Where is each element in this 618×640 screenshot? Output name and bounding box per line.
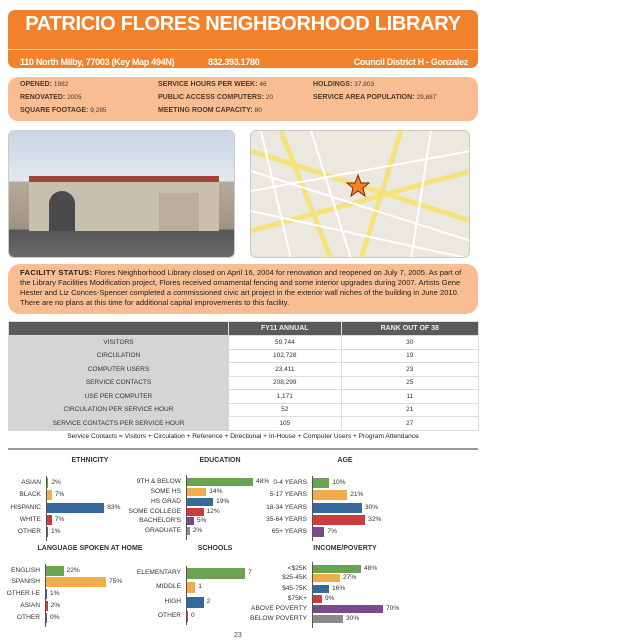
category-label: $25-45K bbox=[282, 574, 307, 581]
category-label: $45-75K bbox=[282, 585, 307, 592]
metric-name: USE PER COMPUTER bbox=[9, 390, 229, 404]
info-item bbox=[158, 81, 267, 88]
category-label: 9TH & BELOW bbox=[136, 478, 181, 485]
metric-name: CIRCULATION PER SERVICE HOUR bbox=[9, 403, 229, 417]
metric-name: COMPUTER USERS bbox=[9, 363, 229, 377]
category-label: SOME COLLEGE bbox=[128, 508, 181, 515]
value-label: 5% bbox=[196, 517, 207, 524]
bar bbox=[47, 515, 52, 525]
bar bbox=[313, 595, 322, 603]
bar bbox=[46, 566, 64, 576]
rank-value: 30 bbox=[341, 336, 478, 350]
category-label: HISPANIC bbox=[10, 504, 41, 511]
facility-info bbox=[8, 77, 478, 121]
category-label: <$25K bbox=[287, 565, 307, 572]
table-row bbox=[9, 336, 479, 350]
bar bbox=[46, 589, 47, 599]
value-label: 7% bbox=[327, 528, 337, 535]
bar bbox=[187, 582, 195, 593]
divider bbox=[8, 49, 478, 50]
category-label: ASIAN bbox=[21, 479, 41, 486]
category-label: HS GRAD bbox=[150, 498, 181, 505]
rank-value: 11 bbox=[341, 390, 478, 404]
category-label: HIGH bbox=[164, 598, 181, 605]
chart-title: INCOME/POVERTY bbox=[313, 545, 377, 552]
info-label: SQUARE FOOTAGE: bbox=[20, 107, 89, 114]
bar bbox=[313, 527, 324, 537]
value-label: 7% bbox=[54, 516, 65, 523]
column-header: FY11 ANNUAL bbox=[229, 322, 342, 336]
stats-table bbox=[8, 321, 479, 431]
value-label: 48% bbox=[256, 478, 270, 485]
value-label: 22% bbox=[66, 567, 80, 574]
value-label: 2% bbox=[50, 602, 61, 609]
bar bbox=[187, 488, 206, 496]
category-label: ENGLISH bbox=[11, 567, 40, 574]
annual-value: 105 bbox=[229, 417, 342, 431]
value-label: 70% bbox=[386, 605, 400, 612]
annual-value: 59,744 bbox=[229, 336, 342, 350]
chart-title: SCHOOLS bbox=[197, 545, 233, 552]
info-value: 1982 bbox=[53, 81, 69, 88]
metric-name: SERVICE CONTACTS bbox=[9, 376, 229, 390]
category-label: 0-4 YEARS bbox=[273, 479, 307, 486]
category-label: BLACK bbox=[19, 491, 41, 498]
info-label: MEETING ROOM CAPACITY: bbox=[158, 107, 253, 114]
category-label: 5-17 YEARS bbox=[269, 491, 307, 498]
divider bbox=[8, 448, 478, 450]
value-label: 83% bbox=[107, 504, 121, 511]
value-label: 30% bbox=[364, 504, 379, 511]
category-label: MIDDLE bbox=[156, 583, 181, 590]
value-label: 10% bbox=[332, 479, 346, 486]
value-label: 32% bbox=[368, 516, 382, 523]
bar bbox=[313, 515, 365, 525]
value-label: 19% bbox=[216, 498, 230, 505]
value-label: 9% bbox=[325, 595, 335, 602]
value-label: 14% bbox=[209, 488, 223, 495]
metric-name: CIRCULATION bbox=[9, 349, 229, 363]
chart-title: AGE bbox=[337, 457, 353, 464]
bar bbox=[313, 574, 340, 582]
rank-value: 27 bbox=[341, 417, 478, 431]
value-label: 0 bbox=[191, 612, 195, 619]
info-value: 29,887 bbox=[416, 94, 437, 101]
bar bbox=[187, 508, 204, 516]
library-photo bbox=[8, 130, 235, 258]
info-item bbox=[20, 94, 82, 101]
info-item bbox=[313, 81, 374, 88]
category-label: BELOW POVERTY bbox=[249, 615, 307, 622]
value-label: 2% bbox=[51, 479, 61, 486]
table-row bbox=[9, 376, 479, 390]
annual-value: 208,299 bbox=[229, 376, 342, 390]
bar bbox=[313, 490, 347, 500]
value-label: 0% bbox=[50, 614, 60, 621]
metric-name: VISITORS bbox=[9, 336, 229, 350]
info-value: 9,265 bbox=[90, 107, 107, 114]
rank-value: 21 bbox=[341, 403, 478, 417]
council-district: Council District H - Gonzalez bbox=[353, 57, 468, 67]
category-label: SOME HS bbox=[150, 488, 181, 495]
info-label: HOLDINGS: bbox=[313, 81, 353, 88]
category-label: OTHER bbox=[17, 528, 41, 535]
metric-name: SERVICE CONTACTS PER SERVICE HOUR bbox=[9, 417, 229, 431]
phone: 832.393.1780 bbox=[208, 57, 260, 67]
category-label: OTHER bbox=[157, 612, 181, 619]
value-label: 30% bbox=[346, 615, 360, 622]
category-label: WHITE bbox=[19, 516, 41, 523]
info-label: OPENED: bbox=[20, 81, 52, 88]
info-item bbox=[313, 94, 436, 101]
bar bbox=[313, 565, 361, 573]
value-label: 1% bbox=[51, 528, 61, 535]
bar bbox=[46, 601, 48, 611]
bar bbox=[313, 478, 329, 488]
page-title: PATRICIO FLORES NEIGHBORHOOD LIBRARY bbox=[25, 13, 461, 35]
column-header bbox=[9, 322, 229, 336]
bar bbox=[187, 527, 190, 535]
rank-value: 19 bbox=[341, 349, 478, 363]
annual-value: 1,171 bbox=[229, 390, 342, 404]
value-label: 27% bbox=[343, 574, 357, 581]
chart-title: ETHNICITY bbox=[71, 457, 109, 464]
location-map bbox=[250, 130, 470, 258]
bar bbox=[187, 517, 194, 525]
category-label: 18-34 YEARS bbox=[266, 504, 307, 511]
chart-title: LANGUAGE SPOKEN AT HOME bbox=[37, 545, 143, 552]
bar bbox=[313, 615, 343, 623]
value-label: 1% bbox=[50, 590, 60, 597]
category-label: ASIAN bbox=[20, 602, 40, 609]
category-label: ABOVE POVERTY bbox=[251, 605, 307, 612]
bar bbox=[47, 527, 48, 537]
info-value: 20 bbox=[265, 94, 274, 101]
facility-status-label: FACILITY STATUS: bbox=[20, 268, 93, 277]
library-header bbox=[8, 10, 478, 68]
bar bbox=[187, 597, 204, 608]
info-value: 2005 bbox=[67, 94, 82, 101]
page-number: 23 bbox=[234, 632, 242, 639]
category-label: BACHELOR'S bbox=[139, 517, 181, 524]
rank-value: 25 bbox=[341, 376, 478, 390]
value-label: 12% bbox=[206, 508, 220, 515]
bar bbox=[47, 478, 48, 488]
category-label: OTHER bbox=[16, 614, 40, 621]
bar bbox=[47, 490, 52, 500]
info-item bbox=[158, 94, 273, 101]
info-label: SERVICE HOURS PER WEEK: bbox=[158, 81, 258, 88]
category-label: GRADUATE bbox=[144, 527, 181, 534]
bar bbox=[187, 498, 213, 506]
map-streets bbox=[251, 131, 470, 258]
facility-status-text: Flores Neighborhood Library closed on April 16, 2004 for renovation and reopened on July 7, 2005. As part of the Library Facilities Modification project, Flores received ornamental fencing and some interior upgrades during 2007. Artists Gene Hester and Liz Conces-Spencer completed a commissioned civic art project in the exterior wall niches of the building in June 2010. There are no plans at this time for additional capital improvements to this facility. bbox=[20, 268, 462, 307]
category-label: 35-64 YEARS bbox=[266, 516, 307, 523]
value-label: 2 bbox=[206, 598, 211, 605]
table-row bbox=[9, 417, 479, 431]
info-value: 46 bbox=[259, 81, 267, 88]
table-row bbox=[9, 403, 479, 417]
table-row bbox=[9, 390, 479, 404]
category-label: ELEMENTARY bbox=[136, 569, 181, 576]
bar bbox=[313, 585, 329, 593]
value-label: 1 bbox=[198, 583, 202, 590]
table-row bbox=[9, 349, 479, 363]
category-label: 65+ YEARS bbox=[271, 528, 307, 535]
annual-value: 52 bbox=[229, 403, 342, 417]
value-label: 2% bbox=[192, 527, 203, 534]
value-label: 7 bbox=[248, 569, 252, 576]
category-label: $75K+ bbox=[287, 595, 307, 602]
value-label: 21% bbox=[350, 491, 364, 498]
bar bbox=[313, 503, 362, 513]
footnote: Service Contacts = Visitors + Circulation + Reference + Directional + In-House + Computer Users + Program Attendance bbox=[67, 433, 419, 440]
value-label: 75% bbox=[109, 578, 123, 585]
value-label: 16% bbox=[332, 585, 346, 592]
annual-value: 102,728 bbox=[229, 349, 342, 363]
table-row bbox=[9, 363, 479, 377]
address: 110 North Milby, 77003 (Key Map 494N) bbox=[20, 57, 175, 67]
info-value: 80 bbox=[254, 107, 262, 114]
category-label: SPANISH bbox=[11, 578, 40, 585]
bar bbox=[47, 503, 104, 513]
annual-value: 23,411 bbox=[229, 363, 342, 377]
facility-status bbox=[8, 264, 478, 314]
info-item bbox=[20, 81, 68, 88]
bar bbox=[46, 577, 106, 587]
chart-title: EDUCATION bbox=[199, 457, 241, 464]
value-label: 7% bbox=[54, 491, 65, 498]
bar bbox=[313, 605, 383, 613]
info-item bbox=[158, 107, 262, 114]
info-label: RENOVATED: bbox=[20, 94, 66, 101]
info-label: PUBLIC ACCESS COMPUTERS: bbox=[158, 94, 264, 101]
bar bbox=[46, 613, 47, 623]
info-value: 37,803 bbox=[354, 81, 375, 88]
value-label: 48% bbox=[364, 565, 378, 572]
info-item bbox=[20, 107, 107, 114]
rank-value: 23 bbox=[341, 363, 478, 377]
bar bbox=[187, 611, 188, 622]
info-label: SERVICE AREA POPULATION: bbox=[313, 94, 415, 101]
category-label: OTHER I-E bbox=[6, 590, 40, 597]
location-star-icon bbox=[347, 175, 369, 196]
column-header: RANK OUT OF 38 bbox=[341, 322, 478, 336]
